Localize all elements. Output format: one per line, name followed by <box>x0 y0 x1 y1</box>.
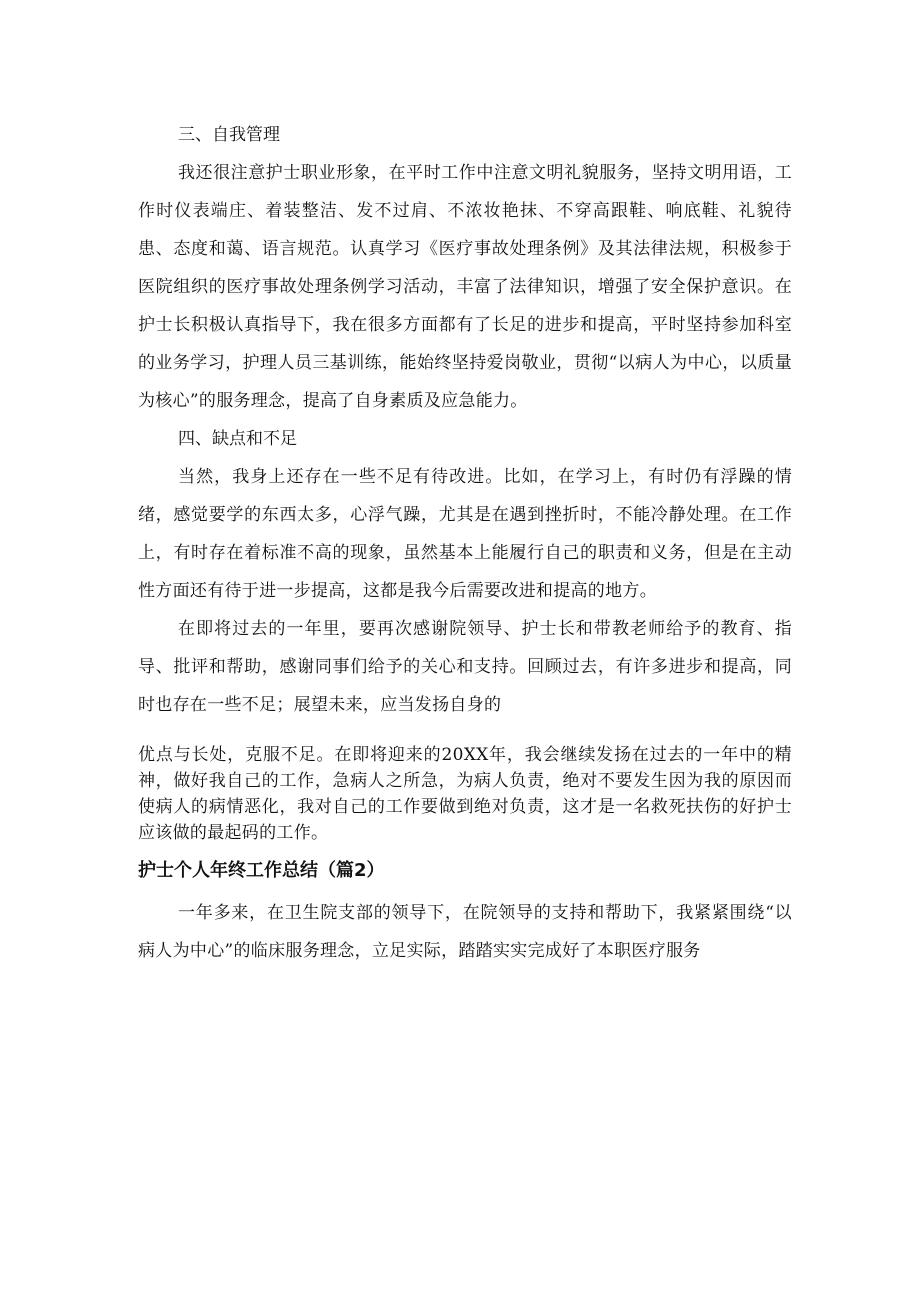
section-title-part-2: 护士个人年终工作总结（篇2） <box>138 860 385 881</box>
paragraph-part-2-intro: 一年多来，在卫生院支部的领导下，在院领导的支持和帮助下，我紧紧围绕“以病人为中心”的临床服务理念，立足实际，踏踏实实完成好了本职医疗服务 <box>138 903 792 961</box>
paragraph-thanks: 在即将过去的一年里，要再次感谢院领导、护士长和带教老师给予的教育、指导、批评和帮助，感谢同事们给予的关心和支持。回顾过去，有许多进步和提高，同时也存在一些不足；展望未来，应当发扬自身的 <box>138 619 792 715</box>
heading-self-management: 三、自我管理 <box>178 125 280 145</box>
paragraph-self-management: 我还很注意护士职业形象，在平时工作中注意文明礼貌服务，坚持文明用语，工作时仪表端庄、着装整洁、发不过肩、不浓妆艳抹、不穿高跟鞋、响底鞋、礼貌待患、态度和蔼、语言规范。认真学习《医疗事故处理条例》及其法律法规，积极参于医院组织的医疗事故处理条例学习活动，丰富了法律知识，增强了安全保护意识。在护士长积极认真指导下，我在很多方面都有了长足的进步和提高，平时坚持参加科室的业务学习，护理人员三基训练，能始终坚持爱岗敬业，贯彻“以病人为中心，以质量为核心”的服务理念，提高了自身素质及应急能力。 <box>138 163 792 411</box>
heading-shortcomings: 四、缺点和不足 <box>178 429 297 449</box>
paragraph-shortcomings: 当然，我身上还存在一些不足有待改进。比如，在学习上，有时仍有浮躁的情绪，感觉要学的东西太多，心浮气躁，尤其是在遇到挫折时，不能冷静处理。在工作上，有时存在着标准不高的现象，虽然基本上能履行自己的职责和义务，但是在主动性方面还有待于进一步提高，这都是我今后需要改进和提高的地方。 <box>138 467 792 601</box>
document-content <box>138 116 792 970</box>
paragraph-future: 优点与长处，克服不足。在即将迎来的20XX年，我会继续发扬在过去的一年中的精神，做好我自己的工作，急病人之所急，为病人负责，绝对不要发生因为我的原因而使病人的病情恶化，我对自己的工作要做到绝对负责，这才是一名救死扶伤的好护士应该做的最起码的工作。 <box>138 745 792 843</box>
